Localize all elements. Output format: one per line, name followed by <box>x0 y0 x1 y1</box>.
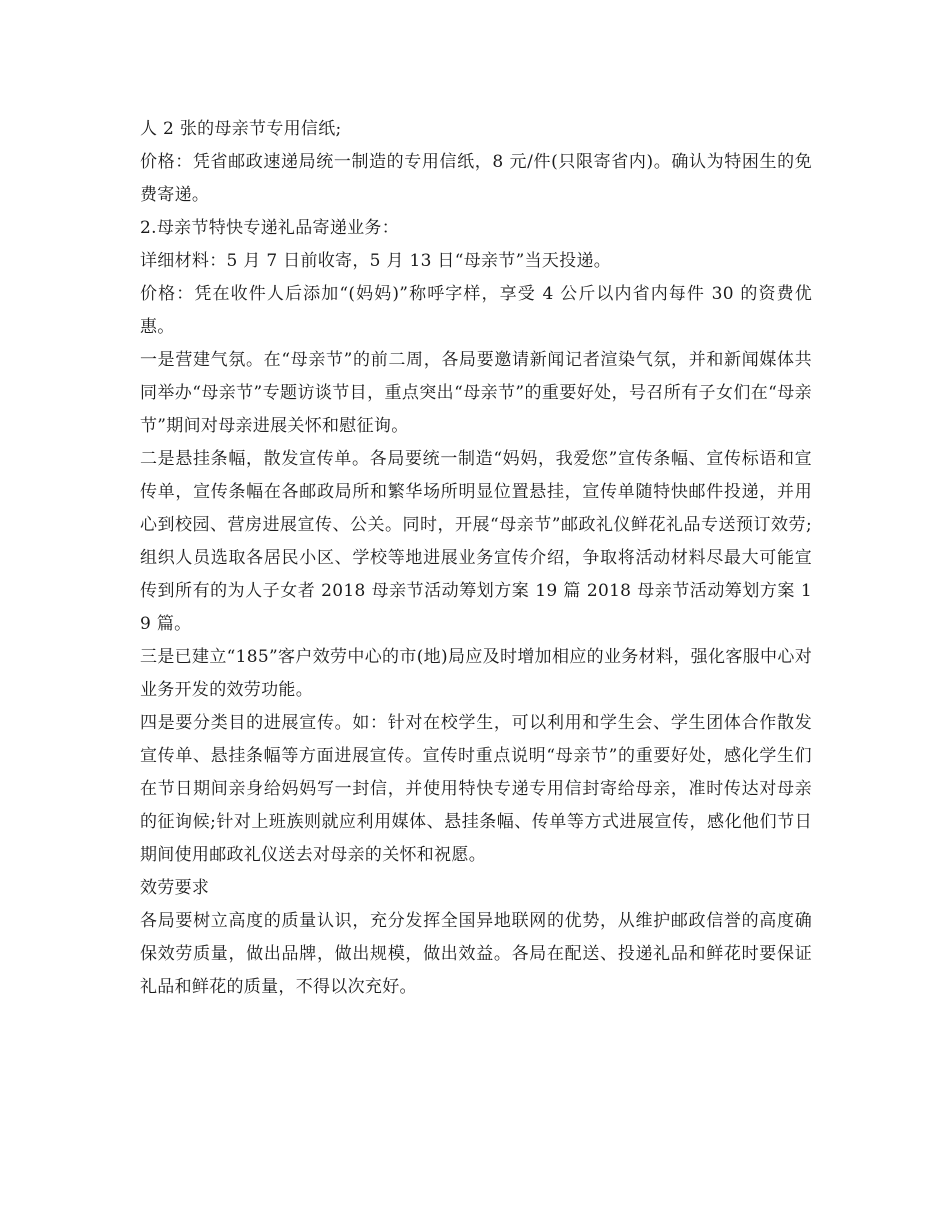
paragraph-gift-service-heading: 2.母亲节特快专递礼品寄递业务： <box>140 218 400 238</box>
paragraph-letter-paper: 人 2 张的母亲节专用信纸; <box>140 119 342 139</box>
section-heading-service-requirements: 效劳要求 <box>140 878 210 898</box>
paragraph-quality: 各局要树立高度的质量认识，充分发挥全国异地联网的优势，从维护邮政信誉的高度确保效劳质量，做出品牌，做出规模，做出效益。各局在配送、投递礼品和鲜花时要保证礼品和鲜花的质量，不得以次充好。 <box>140 911 812 997</box>
paragraph-atmosphere: 一是营建气氛。在“母亲节”的前二周，各局要邀请新闻记者渲染气氛，并和新闻媒体共同举办“母亲节”专题访谈节目，重点突出“母亲节”的重要好处，号召所有子女们在“母亲节”期间对母亲进展关怀和慰征询。 <box>140 350 812 436</box>
paragraph-letter-price: 价格：凭省邮政速递局统一制造的专用信纸，8 元/件(只限寄省内)。确认为特困生的免费寄递。 <box>140 152 812 205</box>
paragraph-targeted-promotion: 四是要分类目的进展宣传。如：针对在校学生，可以利用和学生会、学生团体合作散发宣传单、悬挂条幅等方面进展宣传。宣传时重点说明“母亲节”的重要好处，感化学生们在节日期间亲身给妈妈写一封信，并使用特快专递专用信封寄给母亲，准时传达对母亲的征询候;针对上班族则就应利用媒体、悬挂条幅、传单等方式进展宣传，感化他们节日期间使用邮政礼仪送去对母亲的关怀和祝愿。 <box>140 713 812 865</box>
document-body <box>140 113 812 1004</box>
paragraph-gift-details: 详细材料：5 月 7 日前收寄，5 月 13 日“母亲节”当天投递。 <box>140 251 612 271</box>
paragraph-customer-center: 三是已建立“185”客户效劳中心的市(地)局应及时增加相应的业务材料，强化客服中心对业务开发的效劳功能。 <box>140 647 812 700</box>
paragraph-banners: 二是悬挂条幅，散发宣传单。各局要统一制造“妈妈，我爱您”宣传条幅、宣传标语和宣传单，宣传条幅在各邮政局所和繁华场所明显位置悬挂，宣传单随特快邮件投递，并用心到校园、营房进展宣传、公关。同时，开展“母亲节”邮政礼仪鲜花礼品专送预订效劳;组织人员选取各居民小区、学校等地进展业务宣传介绍，争取将活动材料尽最大可能宣传到所有的为人子女者 2018 母亲节活动筹划方案 19 篇 2018 母亲节活动筹划方案 19 篇。 <box>140 449 812 634</box>
paragraph-gift-price: 价格：凭在收件人后添加“(妈妈)”称呼字样，享受 4 公斤以内省内每件 30 的资费优惠。 <box>140 284 812 337</box>
